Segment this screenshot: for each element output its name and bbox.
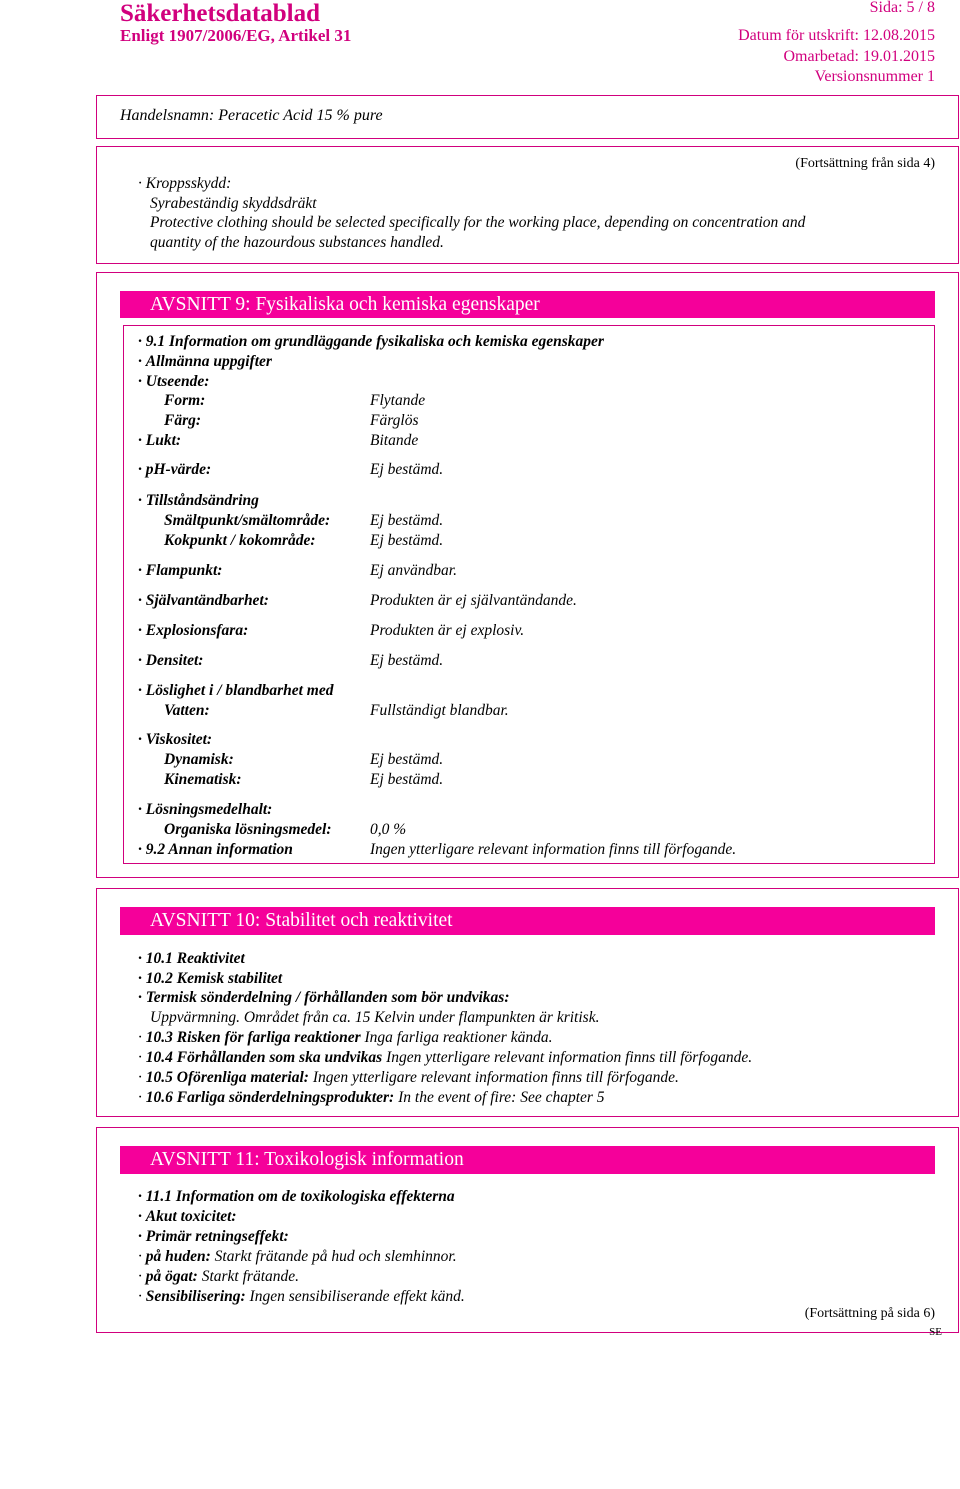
section-10-heading: AVSNITT 10: Stabilitet och reaktivitet (120, 907, 935, 935)
general-info-label: · Allmänna uppgifter (138, 354, 272, 370)
thermal-decomposition-value: Uppvärmning. Området från ca. 15 Kelvin under flampunkten är kritisk. (150, 1009, 600, 1026)
flash-point-value: Ej användbar. (370, 562, 457, 579)
eye-label: på ögat: (145, 1268, 198, 1285)
odor-value: Bitande (370, 432, 419, 449)
revision-date: Omarbetad: 19.01.2015 (783, 48, 935, 65)
solubility-label: · Löslighet i / blandbarhet med (138, 683, 333, 699)
form-value: Flytande (370, 392, 426, 409)
decomposition-products-row (138, 1090, 605, 1106)
boiling-point-label: Kokpunkt / kokområde: (164, 532, 316, 549)
organic-solvents-label: Organiska lösningsmedel: (164, 821, 332, 838)
conditions-to-avoid-row (138, 1050, 752, 1066)
sensitisation-value: Ingen sensibiliserande effekt känd. (249, 1288, 465, 1305)
other-info-value: Ingen ytterligare relevant information finns till förfogande. (370, 841, 737, 858)
explosion-value: Produkten är ej explosiv. (370, 622, 525, 639)
skin-label: på huden: (145, 1248, 211, 1265)
self-ignition-label: · Självantändbarhet: (138, 593, 269, 609)
incompatible-materials-value: Ingen ytterligare relevant information finns till förfogande. (312, 1069, 679, 1086)
dynamic-label: Dynamisk: (164, 751, 234, 768)
body-protection-label: · Kroppsskydd: (138, 176, 231, 192)
viscosity-label: · Viskositet: (138, 732, 212, 748)
continued-on-note: (Fortsättning på sida 6) (804, 1306, 935, 1321)
decomposition-products-value: In the event of fire: See chapter 5 (398, 1089, 605, 1106)
color-label: Färg: (164, 412, 202, 429)
melting-point-value: Ej bestämd. (370, 512, 444, 529)
kinematic-value: Ej bestämd. (370, 771, 444, 788)
appearance-label: · Utseende: (138, 374, 209, 390)
toxicological-effects-label: · 11.1 Information om de toxikologiska effekterna (138, 1189, 455, 1205)
body-protection-line: Syrabeständig skyddsdräkt (150, 195, 317, 212)
dynamic-value: Ej bestämd. (370, 751, 444, 768)
self-ignition-value: Produkten är ej självantändande. (370, 592, 577, 609)
conditions-to-avoid-label: 10.4 Förhållanden som ska undvikas (145, 1049, 383, 1066)
eye-row (138, 1269, 299, 1285)
version-number: Versionsnummer 1 (814, 68, 935, 85)
page-number: Sida: 5 / 8 (869, 0, 935, 16)
hazardous-reactions-value: Inga farliga reaktioner kända. (364, 1029, 553, 1046)
regulation-subtitle: Enligt 1907/2006/EG, Artikel 31 (120, 26, 352, 45)
print-date: Datum för utskrift: 12.08.2015 (738, 27, 935, 44)
body-protection-line: quantity of the hazourdous substances handled. (150, 234, 444, 251)
state-change-label: · Tillståndsändring (138, 493, 259, 509)
ph-value: Ej bestämd. (370, 461, 444, 478)
reactivity-label: · 10.1 Reaktivitet (138, 951, 245, 967)
continued-from-note: (Fortsättning från sida 4) (795, 156, 935, 171)
incompatible-materials-row (138, 1070, 679, 1086)
kinematic-label: Kinematisk: (164, 771, 242, 788)
thermal-decomposition-label: · Termisk sönderdelning / förhållanden som bör undvikas: (138, 990, 510, 1006)
melting-point-label: Smältpunkt/smältområde: (164, 512, 331, 529)
explosion-label: · Explosionsfara: (138, 623, 248, 639)
density-value: Ej bestämd. (370, 652, 444, 669)
section-9-heading: AVSNITT 9: Fysikaliska och kemiska egenskaper (120, 291, 935, 318)
sensitisation-label: Sensibilisering: (145, 1288, 246, 1305)
organic-solvents-value: 0,0 % (370, 821, 407, 838)
flash-point-label: · Flampunkt: (138, 563, 222, 579)
color-value: Färglös (370, 412, 419, 429)
acute-toxicity-label: · Akut toxicitet: (138, 1209, 237, 1225)
form-label: Form: (164, 392, 206, 409)
section-11-heading: AVSNITT 11: Toxikologisk information (120, 1146, 935, 1174)
solvent-content-label: · Lösningsmedelhalt: (138, 802, 272, 818)
water-label: Vatten: (164, 702, 210, 719)
skin-row (138, 1249, 457, 1265)
boiling-point-value: Ej bestämd. (370, 532, 444, 549)
language-code: SE (929, 1326, 942, 1338)
eye-value: Starkt frätande. (201, 1268, 300, 1285)
odor-label: · Lukt: (138, 433, 181, 449)
sensitisation-row (138, 1289, 465, 1305)
decomposition-products-label: 10.6 Farliga sönderdelningsprodukter: (145, 1089, 395, 1106)
water-value: Fullständigt blandbar. (370, 702, 509, 719)
incompatible-materials-label: 10.5 Oförenliga material: (145, 1069, 309, 1086)
primary-irritation-label: · Primär retningseffekt: (138, 1229, 289, 1245)
document-title: Säkerhetsdatablad (120, 0, 321, 27)
other-info-label: · 9.2 Annan information (138, 842, 293, 858)
density-label: · Densitet: (138, 653, 203, 669)
conditions-to-avoid-value: Ingen ytterligare relevant information finns till förfogande. (386, 1049, 753, 1066)
hazardous-reactions-row (138, 1030, 552, 1046)
trade-name: Handelsnamn: Peracetic Acid 15 % pure (120, 107, 383, 124)
chemical-stability-label: · 10.2 Kemisk stabilitet (138, 971, 282, 987)
ph-label: · pH-värde: (138, 462, 211, 478)
subsection-9-1: · 9.1 Information om grundläggande fysikaliska och kemiska egenskaper (138, 334, 604, 350)
skin-value: Starkt frätande på hud och slemhinnor. (214, 1248, 457, 1265)
hazardous-reactions-label: 10.3 Risken för farliga reaktioner (145, 1029, 361, 1046)
body-protection-line: Protective clothing should be selected specifically for the working place, depending on concentration and (150, 214, 806, 231)
